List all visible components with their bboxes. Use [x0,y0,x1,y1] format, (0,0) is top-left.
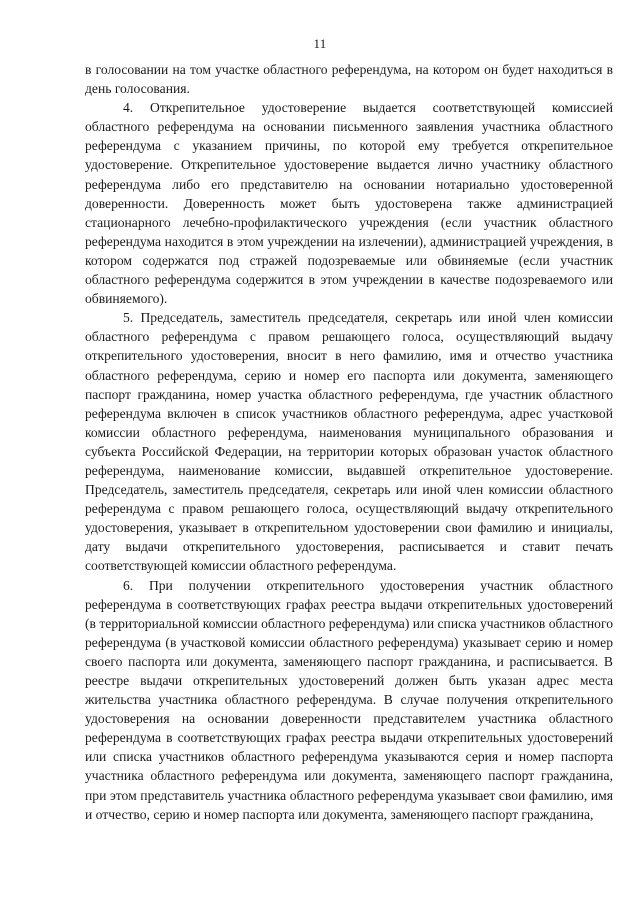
paragraph-item-4: 4. Открепительное удостоверение выдается соответствующей комиссией областного референдума на основании письменного заявления участника областного референдума с указанием причины, по которой ему требуется открепительное удостоверение. Открепительное удостоверение выдается лично участнику областного референдума либо его представителю на основании нотариально удостоверенной доверенности. Доверенность может быть удостоверена также администрацией стационарного лечебно-профилактического учреждения (если участник областного референдума находится в этом учреждении на излечении), администрацией учреждения, в котором содержатся под стражей подозреваемые или обвиняемые (если участник областного референдума содержится в этом учреждении в качестве подозреваемого или обвиняемого). [85,100,613,307]
paragraph-continuation: в голосовании на том участке областного референдума, на котором он будет находиться в день голосования. [85,62,613,97]
document-body [85,60,613,824]
page-number: 11 [313,36,327,51]
paragraph-item-5: 5. Председатель, заместитель председателя, секретарь или иной член комиссии областного референдума с правом решающего голоса, осуществляющий выдачу открепительного удостоверения, вносит в него фамилию, имя и отчество участника областного референдума, серию и номер его паспорта или документа, заменяющего паспорт гражданина, номер участка областного референдума, где участник областного референдума включен в список участников областного референдума, адрес участковой комиссии областного референдума, наименования муниципального образования и субъекта Российской Федерации, на территории которых образован участок областного референдума, наименование комиссии, выдавшей открепительное удостоверение. Председатель, заместитель председателя, секретарь или иной член комиссии областного референдума с правом решающего голоса, осуществляющий выдачу открепительного удостоверения, указывает в открепительном удостоверении свои фамилию и инициалы, дату выдачи открепительного удостоверения, расписывается и ставит печать соответствующей комиссии областного референдума. [85,310,613,574]
paragraph-item-6: 6. При получении открепительного удостоверения участник областного референдума в соответствующих графах реестра выдачи открепительных удостоверений (в территориальной комиссии областного референдума) или списка участников областного референдума (в участковой комиссии областного референдума) указывает серию и номер своего паспорта или документа, заменяющего паспорт гражданина, и расписывается. В реестре выдачи открепительных удостоверений должен быть указан адрес места жительства участника областного референдума. В случае получения открепительного удостоверения на основании доверенности представителем участника областного референдума в соответствующих графах реестра выдачи открепительных удостоверений или списка участников областного референдума указываются серия и номер паспорта участника областного референдума или документа, заменяющего паспорт гражданина, при этом представитель участника областного референдума указывает свои фамилию, имя и отчество, серию и номер паспорта или документа, заменяющего паспорт гражданина, [85,577,613,822]
